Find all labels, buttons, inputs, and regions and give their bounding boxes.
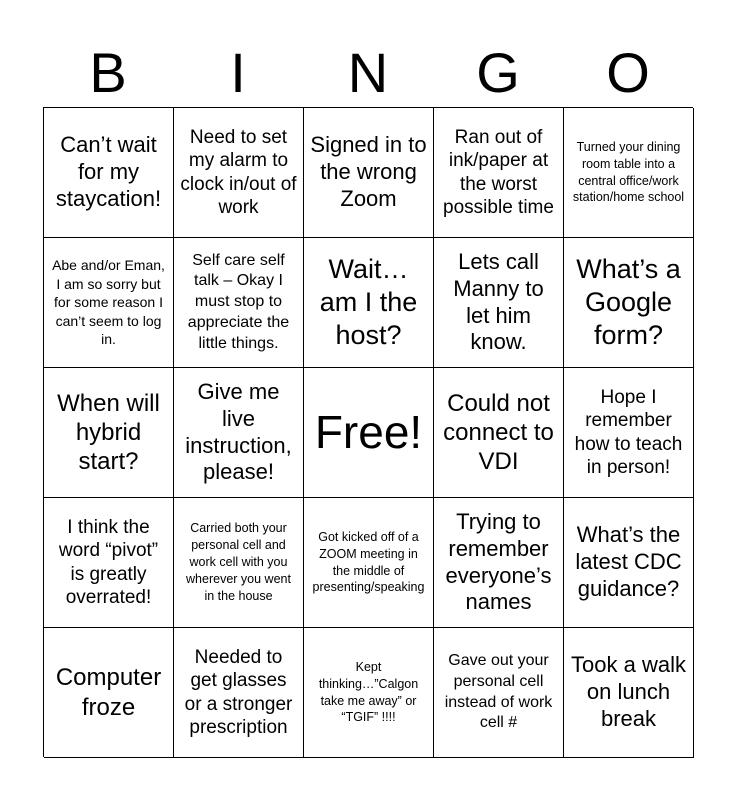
cell-text: Gave out your personal cell instead of work cell # — [444, 651, 553, 732]
cell-text: Needed to get glasses or a stronger prescription — [184, 647, 293, 738]
bingo-cell-r4-c1[interactable] — [44, 498, 174, 628]
cell-text: I think the word “pivot” is greatly overrated! — [58, 517, 159, 608]
cell-text: Abe and/or Eman, I am so sorry but for some reason I can’t seem to log in. — [52, 257, 165, 348]
cell-text: Wait… am I the host? — [319, 254, 418, 350]
header-letter-g: G — [476, 41, 520, 104]
bingo-header — [43, 38, 693, 108]
cell-text: Signed in to the wrong Zoom — [310, 132, 427, 211]
bingo-cell-r2-c2[interactable] — [174, 238, 304, 368]
bingo-cell-r3-c4[interactable] — [434, 368, 564, 498]
cell-text: Kept thinking…”Calgon take me away” or “TGIF” !!!! — [318, 659, 419, 725]
bingo-cell-r5-c5[interactable] — [564, 628, 694, 758]
bingo-cell-r2-c4[interactable] — [434, 238, 564, 368]
cell-text: Self care self talk – Okay I must stop to appreciate the little things. — [187, 251, 290, 352]
cell-text: Took a walk on lunch break — [571, 652, 686, 731]
bingo-cell-r2-c3[interactable] — [304, 238, 434, 368]
cell-text: Carried both your personal cell and work cell with you wherever you went in the house — [186, 521, 291, 603]
bingo-cell-r4-c3[interactable] — [304, 498, 434, 628]
cell-text: What’s a Google form? — [576, 254, 681, 350]
bingo-cell-r2-c1[interactable] — [44, 238, 174, 368]
cell-text: Free! — [314, 406, 423, 459]
bingo-cell-r3-c5[interactable] — [564, 368, 694, 498]
cell-text: Can’t wait for my staycation! — [55, 132, 162, 211]
bingo-cell-r5-c3[interactable] — [304, 628, 434, 758]
bingo-cell-r5-c4[interactable] — [434, 628, 564, 758]
bingo-cell-r3-c1[interactable] — [44, 368, 174, 498]
cell-text: Hope I remember how to teach in person! — [574, 387, 683, 478]
cell-text: Computer froze — [55, 664, 162, 721]
bingo-cell-r2-c5[interactable] — [564, 238, 694, 368]
bingo-cell-r1-c4[interactable] — [434, 108, 564, 238]
header-letter-o: O — [606, 41, 650, 104]
bingo-cell-r4-c4[interactable] — [434, 498, 564, 628]
cell-text: Trying to remember everyone’s names — [445, 508, 552, 615]
bingo-cell-r5-c1[interactable] — [44, 628, 174, 758]
cell-text: Could not connect to VDI — [443, 389, 554, 476]
bingo-cell-r4-c2[interactable] — [174, 498, 304, 628]
cell-text: Turned your dining room table into a central office/work station/home school — [572, 139, 685, 205]
bingo-cell-r5-c2[interactable] — [174, 628, 304, 758]
header-letter-b: B — [89, 41, 127, 104]
bingo-cell-r1-c1[interactable] — [44, 108, 174, 238]
cell-text: Lets call Manny to let him know. — [453, 248, 544, 355]
cell-text: Ran out of ink/paper at the worst possible time — [443, 127, 554, 218]
bingo-grid — [43, 107, 693, 757]
cell-text: Got kicked off of a ZOOM meeting in the middle of presenting/speaking — [312, 529, 425, 595]
cell-text: Need to set my alarm to clock in/out of work — [180, 127, 297, 218]
bingo-cell-r1-c2[interactable] — [174, 108, 304, 238]
cell-text: What’s the latest CDC guidance? — [575, 522, 682, 601]
bingo-cell-free-space[interactable] — [304, 368, 434, 498]
bingo-cell-r3-c2[interactable] — [174, 368, 304, 498]
cell-text: When will hybrid start? — [57, 389, 160, 476]
header-letter-i: I — [230, 41, 246, 104]
bingo-cell-r1-c3[interactable] — [304, 108, 434, 238]
header-letter-n: N — [347, 41, 389, 104]
bingo-cell-r4-c5[interactable] — [564, 498, 694, 628]
cell-text: Give me live instruction, please! — [185, 378, 292, 485]
bingo-cell-r1-c5[interactable] — [564, 108, 694, 238]
